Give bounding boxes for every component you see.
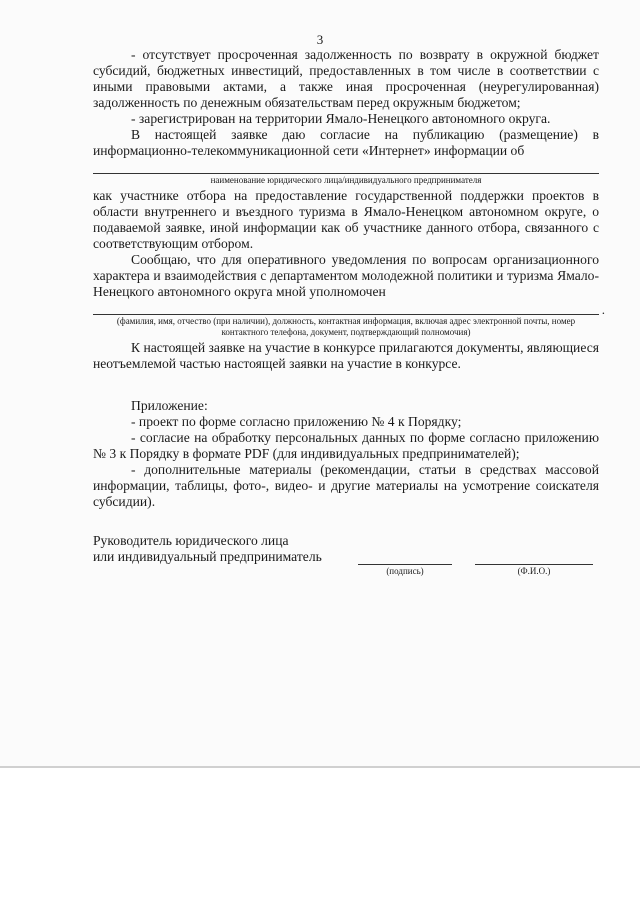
- full-name-line: [475, 563, 593, 565]
- document-body: [93, 47, 599, 510]
- annex-item: - проект по форме согласно приложению № 4 к Порядку;: [131, 414, 462, 429]
- caption-full-name: (Ф.И.О.): [517, 566, 551, 576]
- paragraph-inform: Сообщаю, что для оперативного уведомления по вопросам организационного характера и взаимодействия с департаментом молодежной политики и туризма Ямало-Ненецкого автономного округа мной уполномочен: [93, 252, 599, 299]
- signature-block: [93, 533, 599, 565]
- paragraph-registered: - зарегистрирован на территории Ямало-Ненецкого автономного округа.: [131, 111, 551, 126]
- paragraph-participant: как участнике отбора на предоставление государственной поддержки проектов в области внутреннего и въездного туризма в Ямало-Ненецком автономном округе, о подаваемой заявке, иной информации как об участнике данного отбора, связанного с соответствующим отбором.: [93, 188, 599, 251]
- signature-line: [358, 563, 452, 565]
- paragraph-documents: К настоящей заявке на участие в конкурсе прилагаются документы, являющиеся неотъемлемой частью настоящей заявки на участие в конкурсе.: [93, 340, 599, 371]
- signature-title-line1: Руководитель юридического лица: [93, 533, 289, 548]
- annex-item: - дополнительные материалы (рекомендации, статьи в средствах массовой информации, таблицы, фото-, видео- и другие материалы на усмотрение соискателя субсидии).: [93, 462, 599, 509]
- caption-signature: (подпись): [386, 566, 424, 576]
- caption-contact-info: (фамилия, имя, отчество (при наличии), должность, контактная информация, включая адрес электронной почты, номер контактного телефона, документ, подтверждающий полномочия): [116, 316, 576, 337]
- paragraph-consent: В настоящей заявке даю согласие на публикацию (размещение) в информационно-телекоммуникационной сети «Интернет» информации об: [93, 127, 599, 158]
- page-edge: [0, 766, 640, 768]
- paragraph-no-debt: - отсутствует просроченная задолженность по возврату в окружной бюджет субсидий, бюджетных инвестиций, предоставленных в том числе в соответствии с иными правовыми актами, а также иная просроченная (неурегулированная) задолженность по денежным обязательствам перед окружным бюджетом;: [93, 47, 599, 110]
- name-fill-line: [93, 161, 599, 174]
- caption-organization-name: наименование юридического лица/индивидуального предпринимателя: [210, 175, 482, 185]
- signature-title-line2: или индивидуальный предприниматель: [93, 549, 322, 564]
- annex-heading: Приложение:: [131, 398, 208, 413]
- contact-fill-line: [93, 302, 599, 315]
- page-number: 3: [316, 32, 324, 47]
- annex-item: - согласие на обработку персональных данных по форме согласно приложению № 3 к Порядку в формате PDF (для индивидуальных предпринимателей);: [93, 430, 599, 461]
